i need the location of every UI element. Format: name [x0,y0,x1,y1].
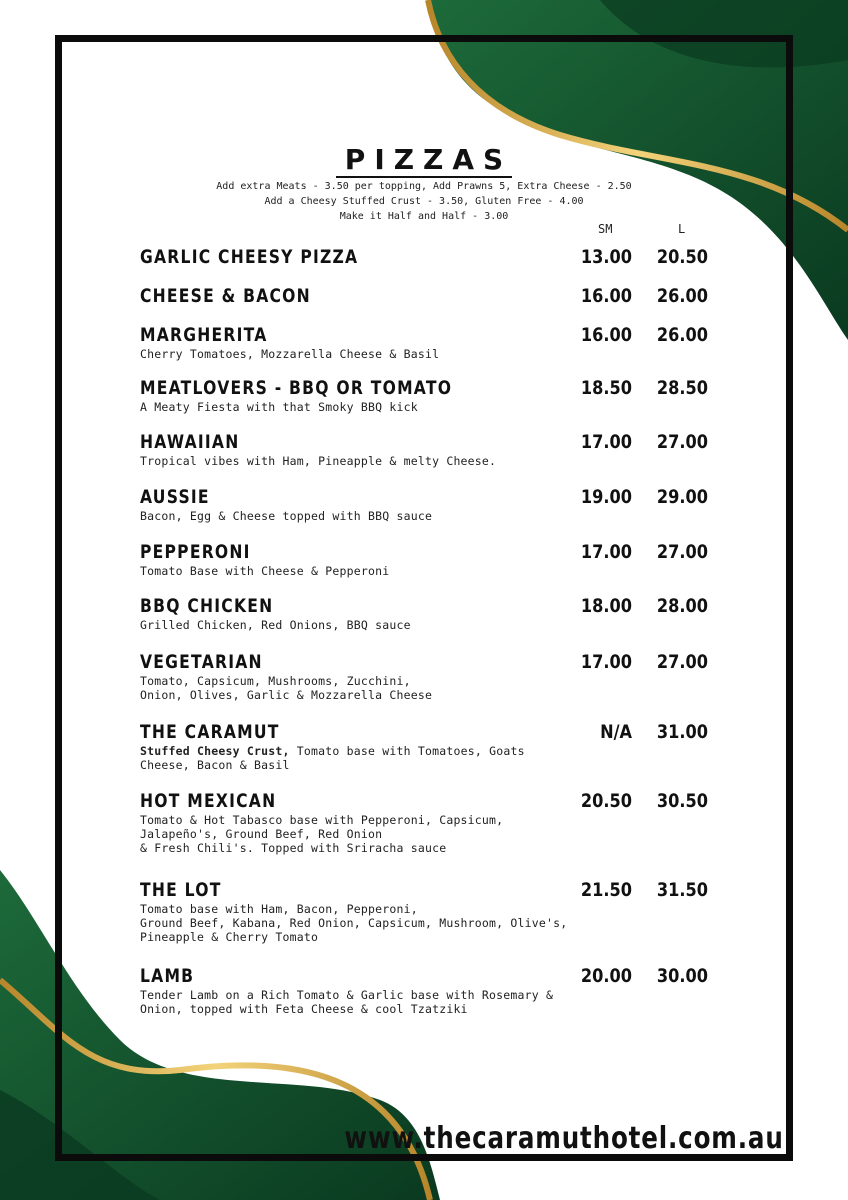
price-large: 27.00 [656,541,708,563]
menu-item [140,720,720,772]
item-name: HOT MEXICAN [140,790,277,812]
item-description [140,988,720,1016]
menu-item [140,878,720,944]
website-url: www.thecaramuthotel.com.au [344,1121,784,1156]
price-small: 17.00 [580,541,632,563]
price-large: 27.00 [656,651,708,673]
item-description-text: Grilled Chicken, Red Onions, BBQ sauce [140,618,411,632]
menu-item [140,650,720,702]
price-small: 20.00 [580,965,632,987]
item-description-text: Tomato base with Tomatoes, Goats Cheese, Bacon & Basil [140,744,525,772]
item-description-text: Tomato base with Ham, Bacon, Pepperoni, Ground Beef, Kabana, Red Onion, Capsicum, Mushroom, Olive's, Pineapple & Cherry Tomato [140,902,568,944]
price-large: 29.00 [656,486,708,508]
item-description [140,347,720,361]
menu-item [140,789,720,855]
price-large: 27.00 [656,431,708,453]
item-description-text: Tropical vibes with Ham, Pineapple & melty Cheese. [140,454,497,468]
menu-item [140,376,720,414]
item-description-text: Tomato & Hot Tabasco base with Pepperoni, Capsicum, Jalapeño's, Ground Beef, Red Onion & Fresh Chili's. Topped with Sriracha sauce [140,813,504,855]
menu-title: PIZZAS [0,143,848,176]
price-large: 20.50 [656,246,708,268]
extras-note-2: Add a Cheesy Stuffed Crust - 3.50, Gluten Free - 4.00 [264,196,584,207]
menu-item [140,964,720,1016]
item-description-bold: Stuffed Cheesy Crust, [140,744,290,758]
item-description [140,902,720,944]
price-small: 19.00 [580,486,632,508]
price-large: 26.00 [656,324,708,346]
column-header-small: SM [598,222,613,236]
item-description-text: Cherry Tomatoes, Mozzarella Cheese & Basil [140,347,440,361]
item-name: VEGETARIAN [140,651,263,673]
item-name: CHEESE & BACON [140,285,311,307]
item-description [140,674,720,702]
item-description-text: Tender Lamb on a Rich Tomato & Garlic base with Rosemary & Onion, topped with Feta Cheese & cool Tzatziki [140,988,554,1016]
price-small: 20.50 [580,790,632,812]
item-name: MEATLOVERS - BBQ OR TOMATO [140,377,453,399]
menu-item [140,323,720,361]
price-large: 31.50 [656,879,708,901]
item-description [140,454,720,468]
menu-item [140,540,720,578]
item-name: THE CARAMUT [140,721,280,743]
item-name: AUSSIE [140,486,210,508]
menu-item [140,430,720,468]
item-description [140,509,720,523]
item-name: HAWAIIAN [140,431,240,453]
item-description [140,744,720,772]
item-description-text: A Meaty Fiesta with that Smoky BBQ kick [140,400,418,414]
item-name: BBQ CHICKEN [140,595,274,617]
item-description-text: Tomato Base with Cheese & Pepperoni [140,564,390,578]
item-description [140,618,720,632]
price-large: 30.50 [656,790,708,812]
price-small: 16.00 [580,285,632,307]
item-name: LAMB [140,965,195,987]
item-name: THE LOT [140,879,222,901]
item-description [140,400,720,414]
extras-note-1: Add extra Meats - 3.50 per topping, Add Prawns 5, Extra Cheese - 2.50 [216,181,632,192]
item-description [140,564,720,578]
price-small: 16.00 [580,324,632,346]
item-name: MARGHERITA [140,324,268,346]
item-name: PEPPERONI [140,541,251,563]
price-large: 30.00 [656,965,708,987]
price-large: 26.00 [656,285,708,307]
item-description-text: Tomato, Capsicum, Mushrooms, Zucchini, Onion, Olives, Garlic & Mozzarella Cheese [140,674,433,702]
price-large: 28.50 [656,377,708,399]
price-small: 18.00 [580,595,632,617]
price-small: 17.00 [580,651,632,673]
price-small: 17.00 [580,431,632,453]
menu-item [140,594,720,632]
menu-item [140,284,720,308]
price-large: 31.00 [656,721,708,743]
price-small: 21.50 [580,879,632,901]
item-name: GARLIC CHEESY PIZZA [140,246,359,268]
price-small: N/A [600,721,632,743]
menu-item [140,485,720,523]
price-large: 28.00 [656,595,708,617]
price-small: 18.50 [580,377,632,399]
price-small: 13.00 [580,246,632,268]
item-description [140,813,720,855]
column-header-large: L [678,222,686,236]
item-description-text: Bacon, Egg & Cheese topped with BBQ sauce [140,509,433,523]
menu-item [140,245,720,269]
extras-note-3: Make it Half and Half - 3.00 [339,211,509,222]
